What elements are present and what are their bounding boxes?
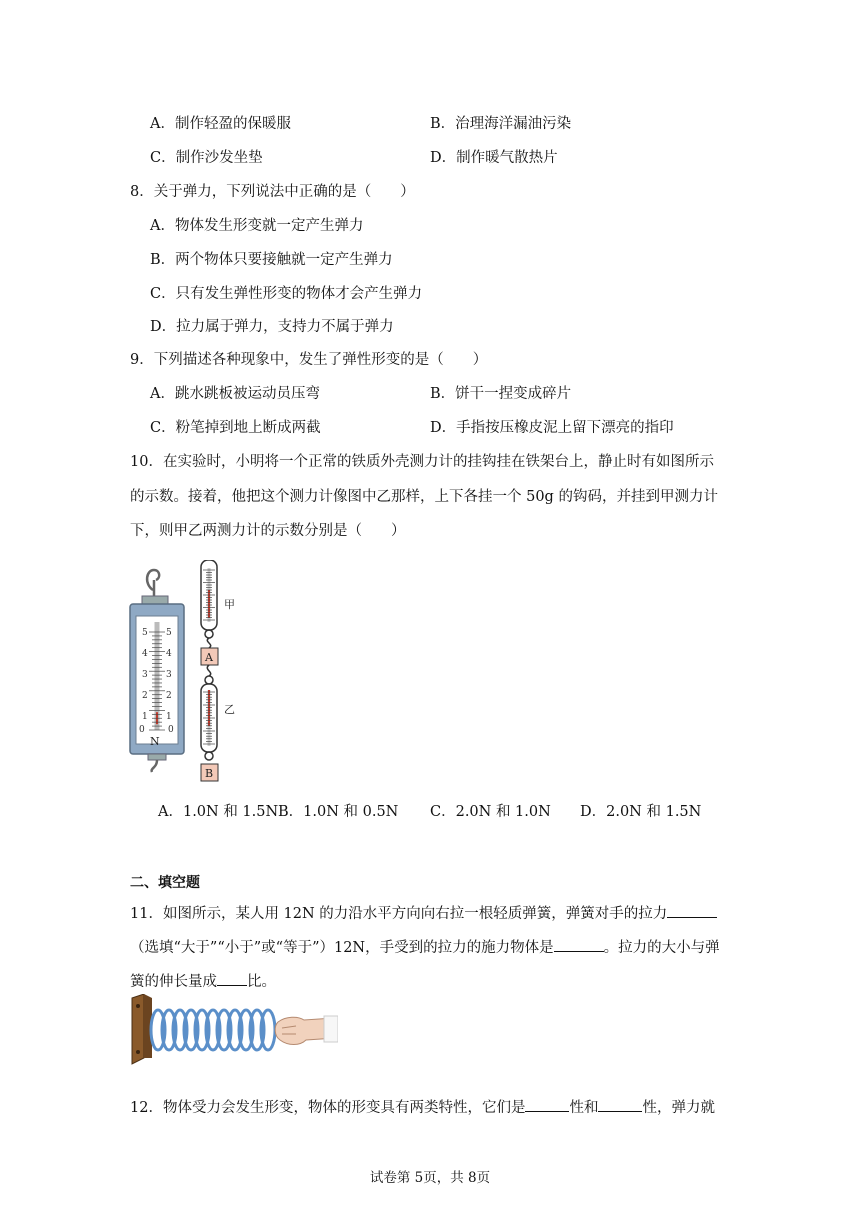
q10-option-d: D．2.0N 和 1.5N — [580, 804, 702, 820]
q9-stem: 9．下列描述各种现象中，发生了弹性形变的是（ ） — [130, 352, 488, 368]
q11-text-1: 11．如图所示，某人用 12N 的力沿水平方向向右拉一根轻质弹簧，弹簧对手的拉力 — [130, 906, 668, 922]
q7-option-a: A．制作轻盈的保暖服 — [150, 116, 291, 132]
q11-blank-2[interactable] — [554, 937, 604, 952]
q11-blank-1[interactable] — [667, 903, 717, 918]
block-a-label: A — [205, 651, 213, 664]
q8-option-b: B．两个物体只要接触就一定产生弹力 — [150, 252, 393, 268]
scale-left-4: 4 — [142, 649, 148, 659]
q10-option-a: A．1.0N 和 1.5N — [158, 804, 279, 820]
scale-right-3: 3 — [166, 670, 172, 680]
scale-right-5: 5 — [166, 628, 172, 638]
label-jia: 甲 — [224, 598, 235, 611]
q9-option-d: D．手指按压橡皮泥上留下漂亮的指印 — [430, 420, 674, 436]
label-yi: 乙 — [224, 703, 235, 716]
scale-right-2: 2 — [166, 691, 172, 701]
q12-line-1 — [130, 1096, 715, 1117]
q10-line-1: 10．在实验时，小明将一个正常的铁质外壳测力计的挂钩挂在铁架台上，静止时有如图所示 — [130, 454, 714, 470]
q7-option-b: B．治理海洋漏油污染 — [430, 116, 572, 132]
page-footer: 试卷第 5页，共 8页 — [369, 1170, 491, 1186]
hand-icon — [275, 1016, 338, 1045]
q11-text-2: （选填“大于”“小于”或“等于”）12N，手受到的拉力的施力物体是 — [130, 940, 554, 956]
q7-option-c: C．制作沙发坐垫 — [150, 150, 263, 166]
q12-blank-1[interactable] — [525, 1097, 569, 1112]
block-b-label: B — [205, 767, 214, 780]
q11-blank-3[interactable] — [217, 971, 247, 986]
scale-right-4: 4 — [166, 649, 172, 659]
scale-unit: N — [150, 735, 160, 748]
q10-line-3: 下，则甲乙两测力计的示数分别是（ ） — [130, 523, 406, 539]
scale-right-1: 1 — [166, 712, 172, 722]
q9-option-a: A．跳水跳板被运动员压弯 — [150, 386, 320, 402]
q12-text-3: 性，弹力就 — [642, 1100, 715, 1116]
q9-option-b: B．饼干一捏变成碎片 — [430, 386, 572, 402]
q11-line-1 — [130, 902, 717, 923]
big-spring-scale — [130, 570, 184, 772]
q12-text-2: 性和 — [569, 1100, 599, 1116]
scale-yi — [201, 676, 235, 760]
q10-option-c: C．2.0N 和 1.0N — [430, 804, 551, 820]
scale-left-5: 5 — [142, 628, 148, 638]
q11-line-3 — [130, 970, 276, 991]
q12-text-1: 12．物体受力会发生形变，物体的形变具有两类特性，它们是 — [130, 1100, 526, 1116]
scale-left-1: 1 — [142, 712, 148, 722]
q11-text-5: 比。 — [247, 974, 276, 990]
section-heading: 二、填空题 — [130, 875, 200, 891]
scale-right-0: 0 — [168, 725, 174, 735]
spring — [151, 1010, 275, 1050]
q10-option-b: B．1.0N 和 0.5N — [278, 804, 399, 820]
q12-blank-2[interactable] — [598, 1097, 642, 1112]
scale-jia — [201, 560, 235, 648]
scale-left-0: 0 — [139, 725, 145, 735]
q8-option-a: A．物体发生形变就一定产生弹力 — [150, 218, 364, 234]
spring-pull-figure — [128, 994, 338, 1066]
spring-scale-figure — [126, 560, 256, 790]
q11-text-3: 。拉力的大小与弹 — [603, 940, 720, 956]
q11-text-4: 簧的伸长量成 — [130, 974, 217, 990]
q8-option-c: C．只有发生弹性形变的物体才会产生弹力 — [150, 286, 423, 302]
q8-stem: 8．关于弹力，下列说法中正确的是（ ） — [130, 184, 415, 200]
q7-option-d: D．制作暖气散热片 — [430, 150, 558, 166]
scale-left-3: 3 — [142, 670, 148, 680]
q9-option-c: C．粉笔掉到地上断成两截 — [150, 420, 321, 436]
q8-option-d: D．拉力属于弹力，支持力不属于弹力 — [150, 319, 394, 335]
q10-line-2: 的示数。接着，他把这个测力计像图中乙那样，上下各挂一个 50g 的钩码，并挂到甲测力计 — [130, 489, 718, 505]
q11-line-2 — [130, 936, 720, 957]
scale-left-2: 2 — [142, 691, 148, 701]
